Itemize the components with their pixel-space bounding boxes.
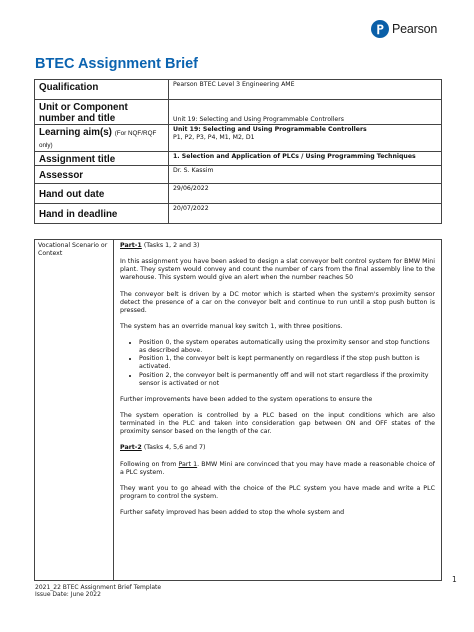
learning-aims-cell: [35, 125, 169, 152]
list-item: • Position 2, the conveyor belt is permanently off and will not start regardless if the proximity sensor is activated or not: [139, 372, 435, 388]
hand-out-label: Hand out date: [35, 184, 169, 204]
page-number: 1: [452, 575, 457, 584]
assignment-title-row: [35, 152, 442, 166]
list-item: • Position 1, the conveyor belt is kept permanently on regardless if the stop push button is activated.: [139, 355, 435, 371]
part1-heading: Part-1 (Tasks 1, 2 and 3): [120, 242, 200, 249]
scenario-paragraph-2: The conveyor belt is driven by a DC motor which is started when the system's proximity sensor detect the presence of a car on the conveyor belt and continue to run until a stop push button is pressed.: [120, 290, 435, 314]
list-item: • Position 0, the system operates automatically using the proximity sensor and stop functions as described above.: [139, 339, 435, 355]
learning-aims-row: [35, 125, 442, 152]
switch-positions-list: [120, 339, 435, 388]
pearson-logo: [371, 20, 437, 38]
scenario-paragraph-5: The system operation is controlled by a PLC based on the input conditions which are also terminated in the PLC and taken into consideration gap between ON and OFF states of the proximity sensor based on the length of the car.: [120, 411, 435, 436]
part1-reference: Part 1: [178, 460, 198, 468]
scenario-label: Vocational Scenario or Context: [35, 240, 114, 581]
scenario-paragraph-6: Following on from Part 1. BMW Mini are convinced that you may have made a reasonable choice of a PLC system.: [120, 460, 435, 476]
qualification-label: Qualification: [35, 80, 169, 100]
qualification-value: Pearson BTEC Level 3 Engineering AME: [169, 80, 442, 100]
unit-label: Unit or Component number and title: [35, 100, 169, 125]
learning-aims-value: [169, 125, 442, 152]
footer: [35, 584, 161, 598]
scenario-paragraph-4: Further improvements have been added to the system operations to ensure the: [120, 395, 373, 403]
scenario-paragraph-7: They want you to go ahead with the choice of the PLC system you have made and write a PLC program to control the system.: [120, 484, 435, 500]
learning-aims-label: Learning aim(s): [39, 127, 112, 138]
assessor-label: Assessor: [35, 166, 169, 184]
page-title: BTEC Assignment Brief: [35, 56, 199, 72]
scenario-paragraph-1: In this assignment you have been asked to design a slat conveyor belt control system for BMW Mini plant. They system would convey and count the number of cars from the final assembly line to the warehouse. This system would give an alert when the number reaches 50: [120, 258, 435, 282]
logo-wordmark: Pearson: [392, 22, 438, 36]
hand-out-row: [35, 184, 442, 204]
scenario-table: [34, 239, 442, 581]
hand-out-value: 29/06/2022: [169, 184, 442, 204]
learning-aims-note: (For NQF/RQF only): [39, 130, 157, 149]
scenario-row: [35, 240, 442, 581]
assignment-brief-table: [34, 79, 442, 224]
footer-issue-date: Issue Date: June 2022: [35, 591, 101, 599]
part2-heading: Part-2 (Tasks 4, 5,6 and 7): [120, 444, 206, 452]
pearson-p-icon: [371, 20, 389, 38]
scenario-paragraph-8: Further safety improved has been added to stop the whole system and: [120, 509, 345, 517]
hand-in-value: 20/07/2022: [169, 204, 442, 224]
scenario-paragraph-3: The system has an override manual key switch 1, with three positions.: [120, 322, 343, 330]
assignment-title-label: Assignment title: [35, 152, 169, 166]
assessor-row: [35, 166, 442, 184]
learning-aims-criteria: P1, P2, P3, P4, M1, M2, D1: [173, 133, 255, 141]
unit-value: Unit 19: Selecting and Using Programmable Controllers: [169, 100, 442, 125]
hand-in-label: Hand in deadline: [35, 204, 169, 224]
scenario-content: [114, 240, 442, 581]
learning-aims-unit: Unit 19: Selecting and Using Programmable Controllers: [173, 126, 367, 133]
assignment-title-value: 1. Selection and Application of PLCs / Using Programming Techniques: [169, 152, 442, 166]
qualification-row: [35, 80, 442, 100]
footer-template-name: 2021_22 BTEC Assignment Brief Template: [35, 584, 162, 591]
hand-in-row: [35, 204, 442, 224]
assessor-value: Dr. S. Kassim: [169, 166, 442, 184]
unit-row: [35, 100, 442, 125]
